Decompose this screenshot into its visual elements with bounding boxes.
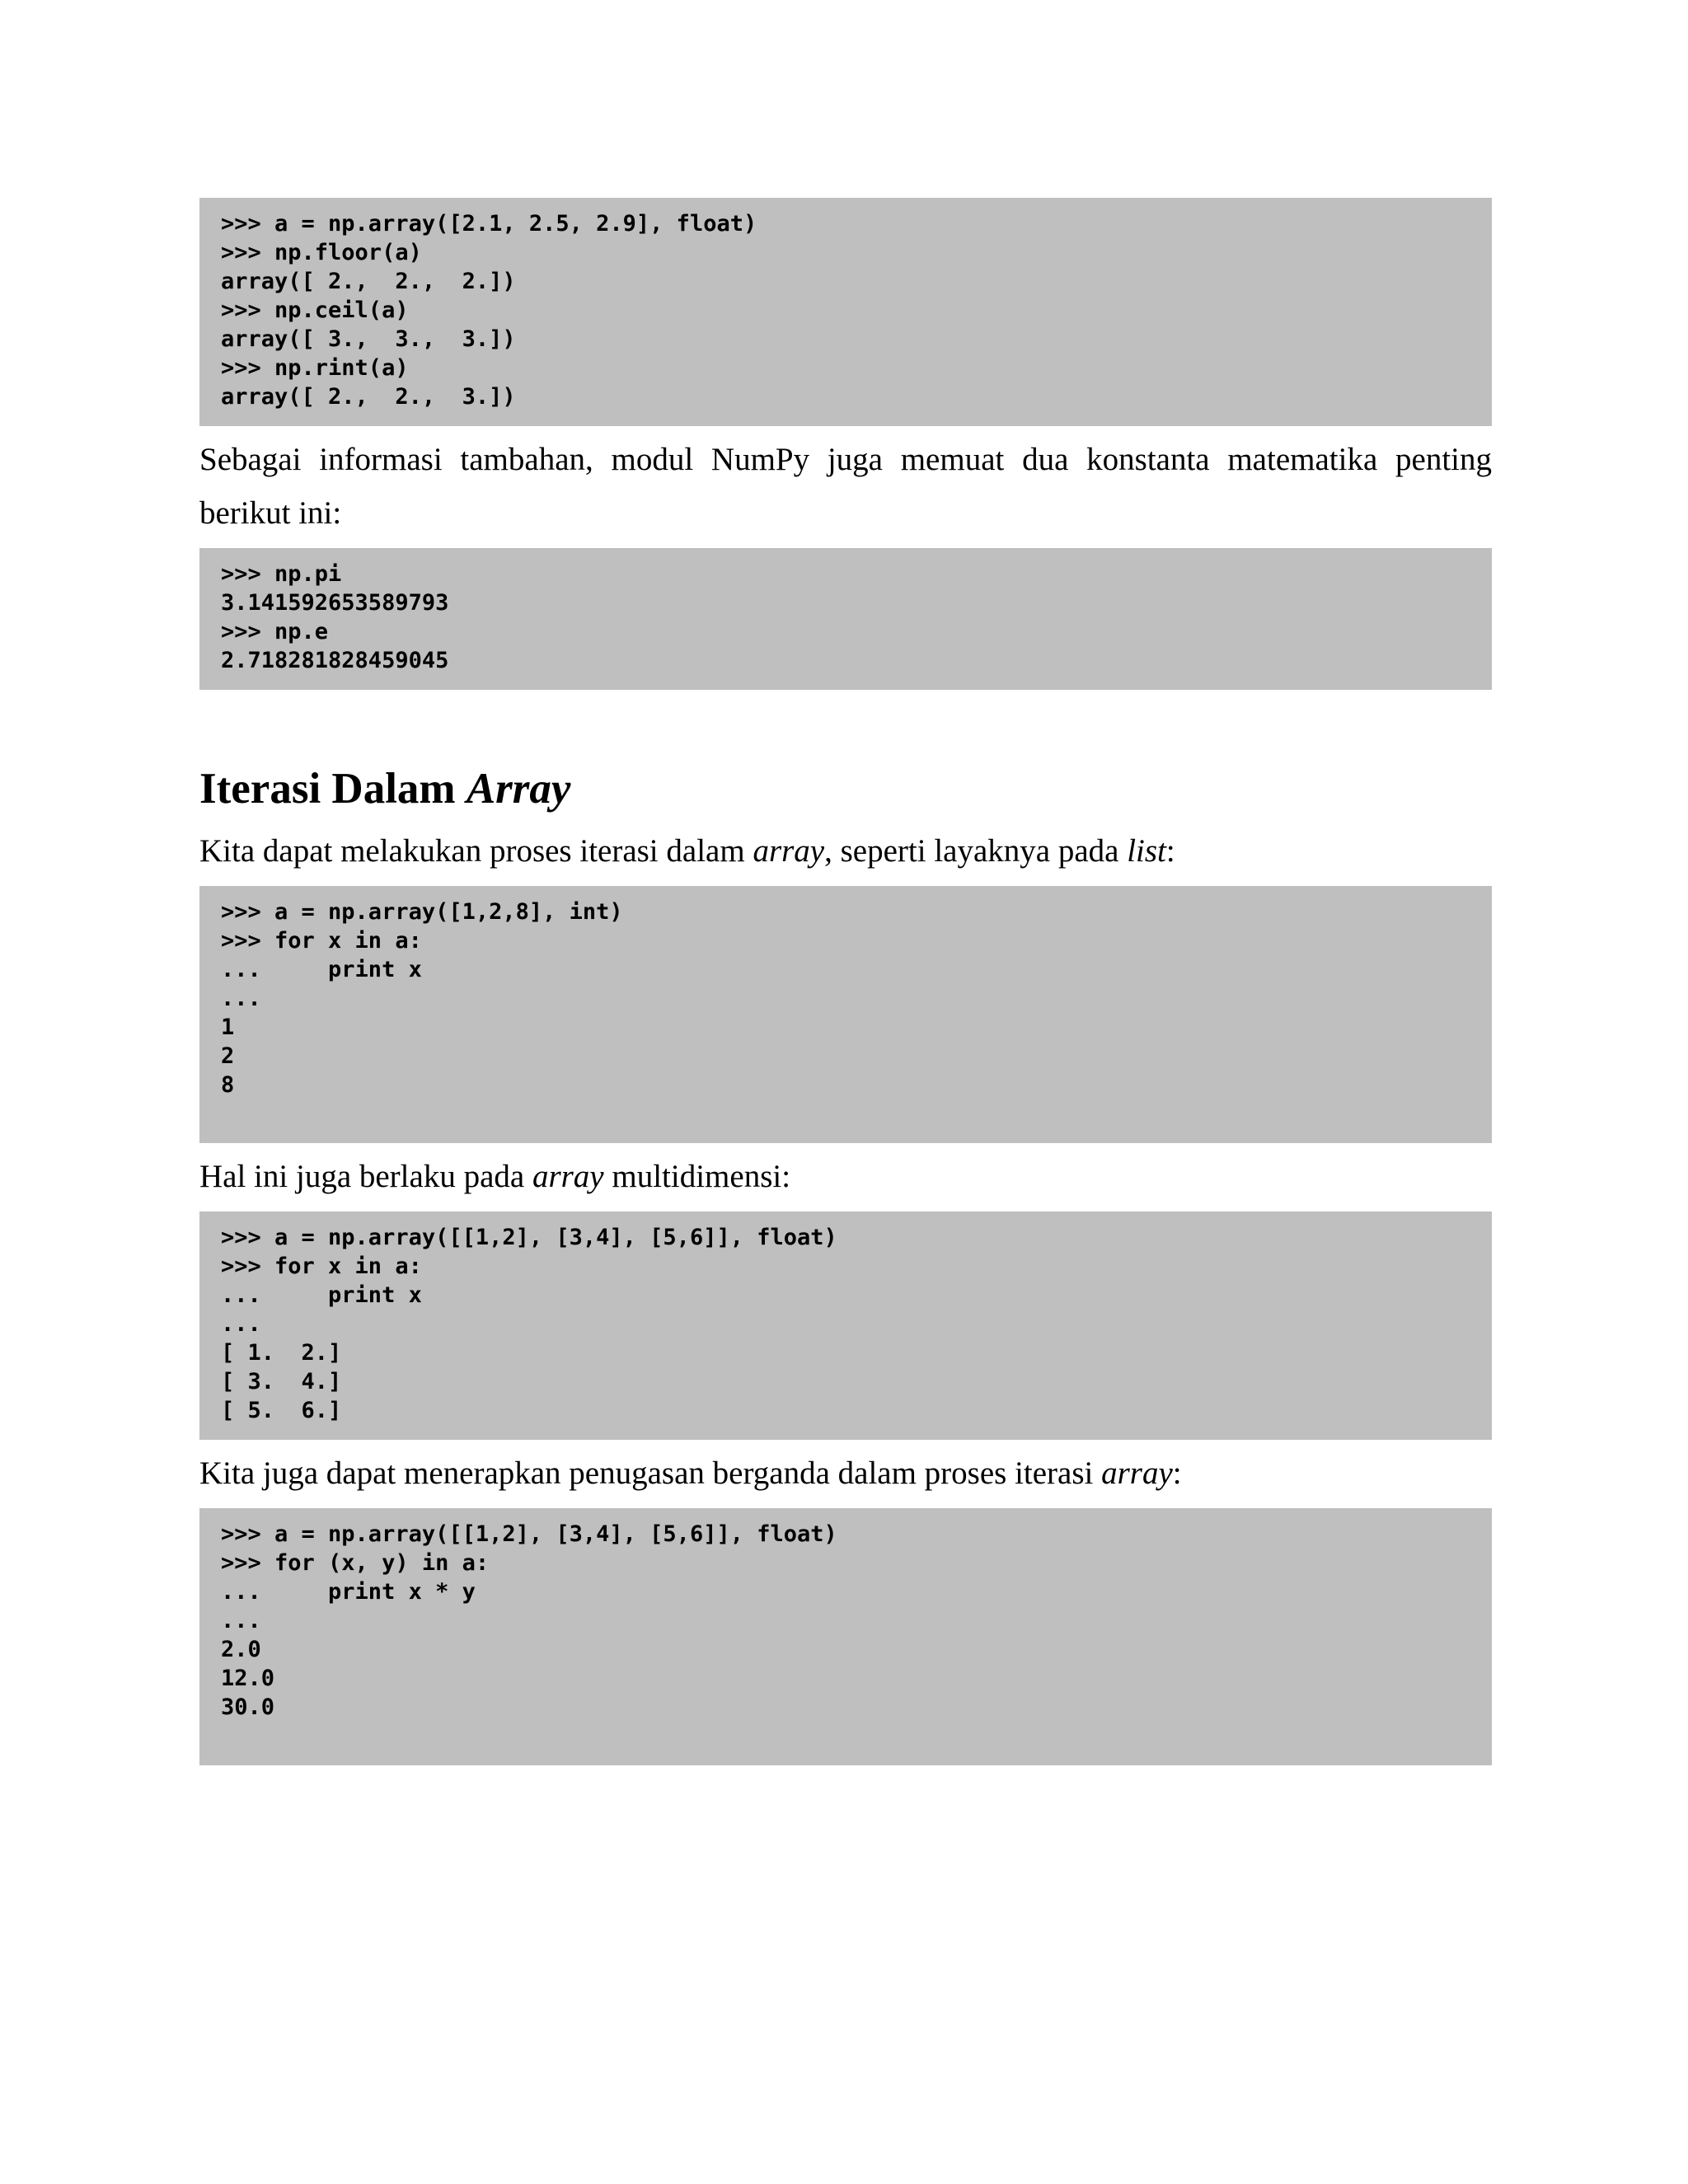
code-line: 2.718281828459045 (221, 648, 449, 673)
code-line (221, 1722, 1470, 1750)
code-line: 1 (221, 1015, 235, 1040)
document-page (199, 198, 1492, 1765)
code-block-iterate-2d (199, 1212, 1492, 1440)
paragraph-iteration-intro (199, 824, 1492, 878)
section-heading (199, 760, 1492, 818)
code-line: ... print x (221, 957, 422, 982)
code-line: >>> a = np.array([[1,2], [3,4], [5,6]], float) (221, 1521, 837, 1547)
heading-italic-text: Array (466, 765, 571, 813)
code-line: >>> np.e (221, 619, 329, 644)
code-line: ... (221, 1608, 261, 1633)
code-line: array([ 2., 2., 3.]) (221, 384, 516, 410)
para-text: : (1172, 1455, 1182, 1491)
code-line: [ 3. 4.] (221, 1369, 342, 1394)
para-text: Kita dapat melakukan proses iterasi dalam (199, 833, 753, 869)
para-text: multidimensi: (603, 1159, 791, 1194)
code-line: >>> for (x, y) in a: (221, 1550, 490, 1576)
paragraph-multiple-assignment (199, 1446, 1492, 1500)
code-line: ... print x (221, 1282, 422, 1308)
code-line: >>> np.ceil(a) (221, 298, 409, 323)
paragraph-multidim (199, 1150, 1492, 1203)
code-line: array([ 3., 3., 3.]) (221, 326, 516, 352)
heading-text: Iterasi Dalam (199, 765, 467, 813)
code-block-constants (199, 548, 1492, 690)
code-line: >>> a = np.array([[1,2], [3,4], [5,6]], float) (221, 1225, 837, 1250)
para-italic-text: list (1127, 833, 1166, 869)
code-line: >>> a = np.array([2.1, 2.5, 2.9], float) (221, 211, 757, 237)
para-italic-text: array (753, 833, 825, 869)
code-line: 12.0 (221, 1666, 275, 1691)
code-line: ... (221, 986, 261, 1011)
code-line: ... (221, 1311, 261, 1337)
para-text: : (1165, 833, 1175, 869)
code-line: 30.0 (221, 1694, 275, 1720)
para-text: Hal ini juga berlaku pada (199, 1159, 532, 1194)
paragraph-constants-intro: Sebagai informasi tambahan, modul NumPy juga memuat dua konstanta matematika penting berikut ini: (199, 442, 1492, 531)
code-line: >>> np.pi (221, 561, 342, 587)
code-line: >>> for x in a: (221, 1254, 422, 1279)
code-line: [ 5. 6.] (221, 1398, 342, 1423)
code-line: >>> np.rint(a) (221, 355, 409, 381)
code-line: >>> np.floor(a) (221, 240, 422, 265)
code-line: ... print x * y (221, 1579, 476, 1605)
para-text: , seperti layaknya pada (824, 833, 1128, 869)
code-line: 2 (221, 1043, 235, 1069)
code-line: >>> for x in a: (221, 928, 422, 954)
code-line (221, 1099, 1470, 1128)
code-line: >>> a = np.array([1,2,8], int) (221, 899, 623, 925)
code-block-rounding (199, 198, 1492, 426)
code-block-multiple-assignment (199, 1508, 1492, 1765)
code-block-iterate-1d (199, 886, 1492, 1143)
para-text: Kita juga dapat menerapkan penugasan berganda dalam proses iterasi (199, 1455, 1102, 1491)
code-line: 8 (221, 1072, 235, 1098)
code-line: array([ 2., 2., 2.]) (221, 269, 516, 294)
code-line: 3.141592653589793 (221, 590, 449, 616)
code-line: [ 1. 2.] (221, 1340, 342, 1366)
para-italic-text: array (532, 1159, 604, 1194)
code-line: 2.0 (221, 1637, 261, 1662)
para-italic-text: array (1101, 1455, 1173, 1491)
